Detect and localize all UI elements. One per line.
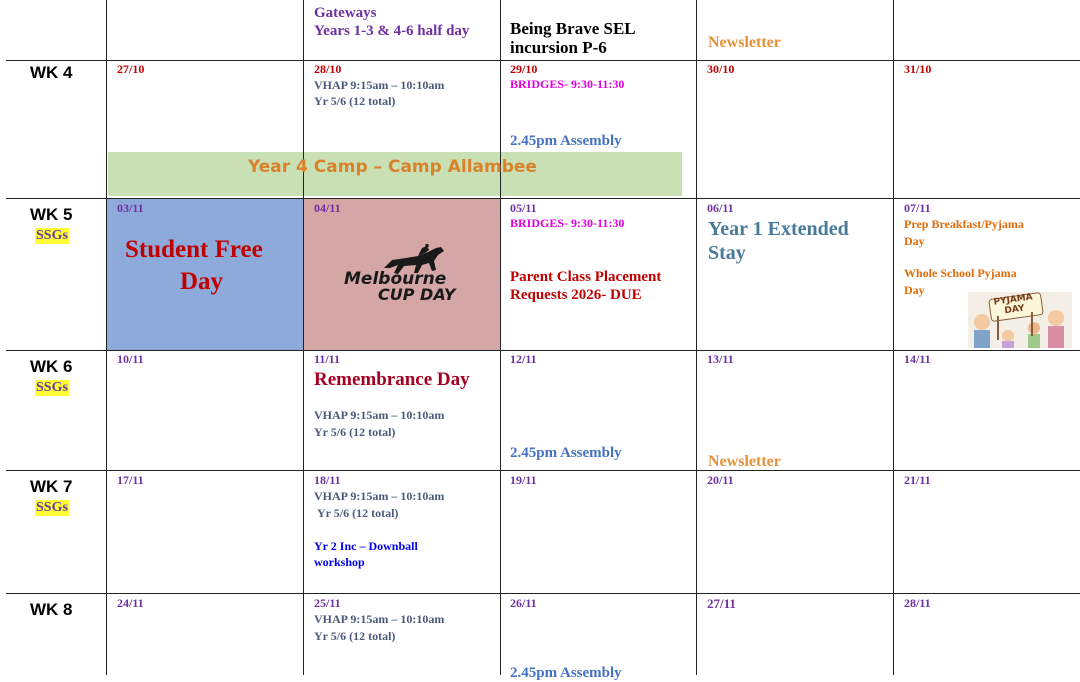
- date-label: 28/11: [904, 596, 931, 610]
- downball-workshop-line1: Yr 2 Inc – Downball: [314, 539, 418, 553]
- extended-stay-line2: Stay: [708, 242, 746, 264]
- date-label: 29/10: [510, 62, 538, 76]
- grid-line: [106, 0, 107, 675]
- whole-school-pyjama-line1: Whole School Pyjama: [904, 266, 1017, 280]
- date-label: 04/11: [314, 201, 341, 215]
- date-label: 12/11: [510, 352, 537, 366]
- grid-line: [6, 350, 1080, 351]
- grid-line: [6, 470, 1080, 471]
- date-label: 13/11: [707, 352, 734, 366]
- parent-placement-line2: Requests 2026- DUE: [510, 287, 642, 303]
- newsletter-label: Newsletter: [708, 453, 781, 470]
- date-label: 30/10: [707, 62, 735, 76]
- date-label: 05/11: [510, 201, 537, 215]
- grid-line: [303, 0, 304, 675]
- week-label: WK 6: [30, 357, 73, 376]
- date-label: 10/11: [117, 352, 144, 366]
- week-label: WK 7: [30, 477, 73, 496]
- vhap-time: VHAP 9:15am – 10:10am: [314, 489, 445, 503]
- ssgs-badge: SSGs: [36, 228, 68, 243]
- week-label: WK 5: [30, 205, 73, 224]
- date-label: 20/11: [707, 473, 734, 487]
- sel-incursion-title: Being Brave SEL: [510, 19, 636, 38]
- date-label: 06/11: [707, 201, 734, 215]
- date-label: 27/10: [117, 62, 145, 76]
- date-label: 03/11: [117, 201, 144, 215]
- bridges-label: BRIDGES- 9:30-11:30: [510, 77, 625, 91]
- grid-line: [6, 593, 1080, 594]
- vhap-group: Yr 5/6 (12 total): [317, 506, 399, 520]
- date-label: 11/11: [314, 352, 341, 366]
- cup-day-logo-line1: Melbourne: [344, 269, 447, 289]
- date-label: 26/11: [510, 596, 537, 610]
- grid-line: [696, 0, 697, 675]
- vhap-time: VHAP 9:15am – 10:10am: [314, 612, 445, 626]
- ssgs-badge: SSGs: [36, 380, 68, 395]
- date-label: 27/11: [707, 596, 736, 611]
- date-label: 14/11: [904, 352, 931, 366]
- grid-line: [6, 198, 1080, 199]
- assembly-label: 2.45pm Assembly: [510, 133, 622, 149]
- vhap-group: Yr 5/6 (12 total): [314, 425, 396, 439]
- assembly-label: 2.45pm Assembly: [510, 445, 622, 461]
- week-label: WK 4: [30, 63, 73, 82]
- date-label: 21/11: [904, 473, 931, 487]
- date-label: 07/11: [904, 201, 931, 215]
- grid-line: [893, 0, 894, 675]
- cup-day-logo-line2: CUP DAY: [378, 285, 456, 304]
- date-label: 19/11: [510, 473, 537, 487]
- date-label: 31/10: [904, 62, 932, 76]
- student-free-day-line1: Student Free: [125, 236, 263, 263]
- grid-line: [500, 0, 501, 675]
- pyjama-sign-label: PYJAMA DAY: [992, 292, 1034, 317]
- student-free-day-line2: Day: [180, 268, 224, 295]
- vhap-time: VHAP 9:15am – 10:10am: [314, 408, 445, 422]
- newsletter-label: Newsletter: [708, 34, 781, 51]
- gateways-detail: Years 1-3 & 4-6 half day: [314, 23, 470, 39]
- extended-stay-line1: Year 1 Extended: [708, 218, 849, 240]
- sel-incursion-detail: incursion P-6: [510, 38, 607, 57]
- date-label: 24/11: [117, 596, 144, 610]
- prep-breakfast-line1: Prep Breakfast/Pyjama: [904, 217, 1024, 231]
- downball-workshop-line2: workshop: [314, 555, 365, 569]
- date-label: 25/11: [314, 596, 341, 610]
- date-label: 17/11: [117, 473, 144, 487]
- vhap-time: VHAP 9:15am – 10:10am: [314, 78, 445, 92]
- whole-school-pyjama-line2: Day: [904, 283, 925, 297]
- prep-breakfast-line2: Day: [904, 234, 925, 248]
- date-label: 18/11: [314, 473, 341, 487]
- vhap-group: Yr 5/6 (12 total): [314, 94, 396, 108]
- remembrance-day-label: Remembrance Day: [314, 369, 470, 390]
- date-label: 28/10: [314, 62, 342, 76]
- vhap-group: Yr 5/6 (12 total): [314, 629, 396, 643]
- week-label: WK 8: [30, 600, 73, 619]
- camp-banner-label: Year 4 Camp – Camp Allambee: [248, 157, 537, 177]
- gateways-title: Gateways: [314, 5, 377, 21]
- grid-line: [6, 60, 1080, 61]
- ssgs-badge: SSGs: [36, 500, 68, 515]
- parent-placement-line1: Parent Class Placement: [510, 269, 662, 285]
- assembly-label: 2.45pm Assembly: [510, 665, 622, 681]
- bridges-label: BRIDGES- 9:30-11:30: [510, 216, 625, 230]
